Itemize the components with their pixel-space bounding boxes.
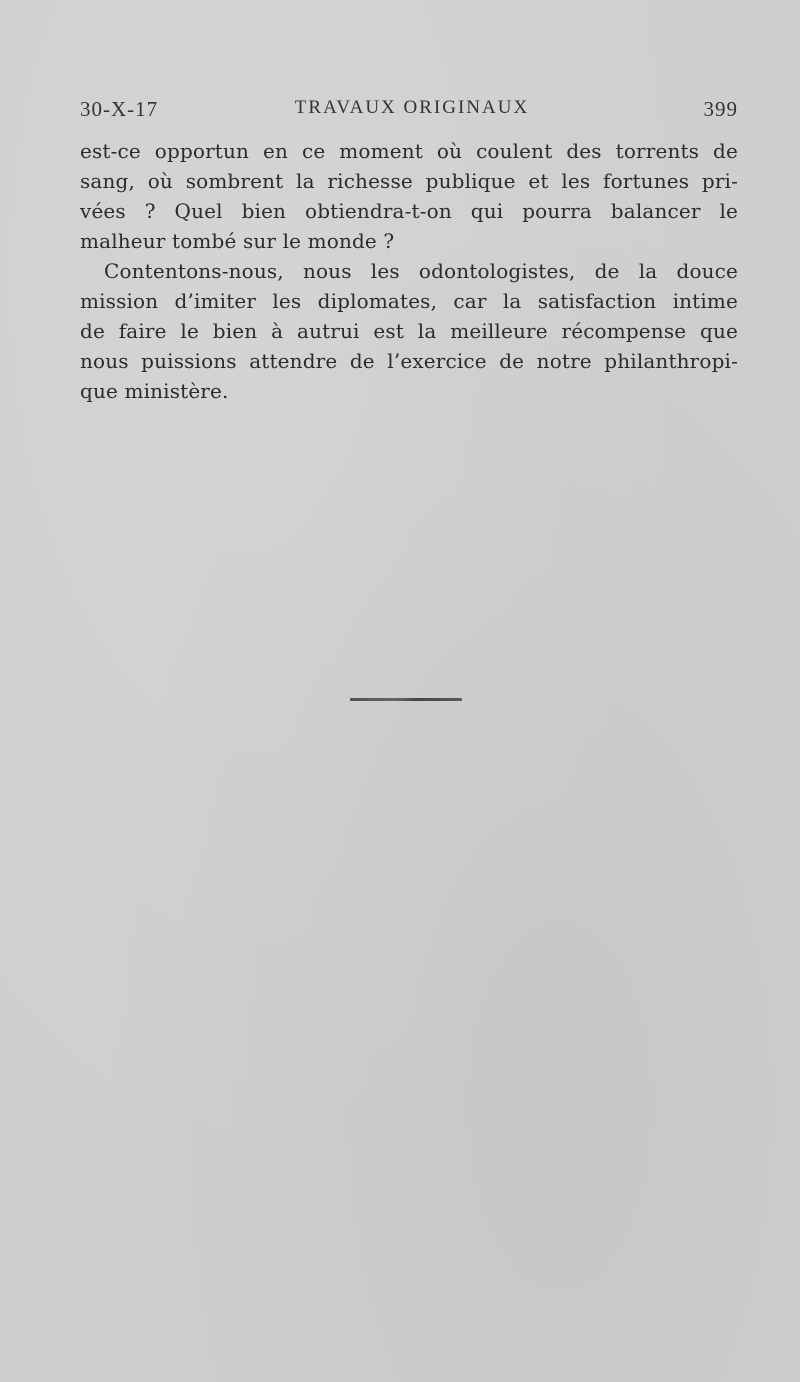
body-text [80, 136, 738, 406]
paragraph [80, 136, 738, 256]
paragraph [80, 256, 738, 406]
header-date: 30-X-17 [80, 97, 159, 121]
text-line: mission d’imiter les diplomates, car la satisfaction intime [80, 289, 738, 313]
text-line: malheur tombé sur le monde ? [80, 229, 395, 253]
text-line: de faire le bien à autrui est la meilleure récompense que [80, 319, 738, 343]
header-title: TRAVAUX ORIGINAUX [294, 97, 530, 118]
running-head [80, 97, 738, 125]
text-line: que ministère. [80, 379, 229, 403]
text-line: nous puissions attendre de l’exercice de notre philanthropi- [80, 349, 738, 373]
text-line: sang, où sombrent la richesse publique et les fortunes pri- [80, 169, 738, 193]
end-ornament-rule [350, 698, 462, 701]
page-number: 399 [703, 97, 738, 121]
text-line: est-ce opportun en ce moment où coulent des torrents de [80, 139, 738, 163]
text-line: vées ? Quel bien obtiendra-t-on qui pourra balancer le [80, 199, 738, 223]
text-line: Contentons-nous, nous les odontologistes, de la douce [104, 259, 738, 283]
